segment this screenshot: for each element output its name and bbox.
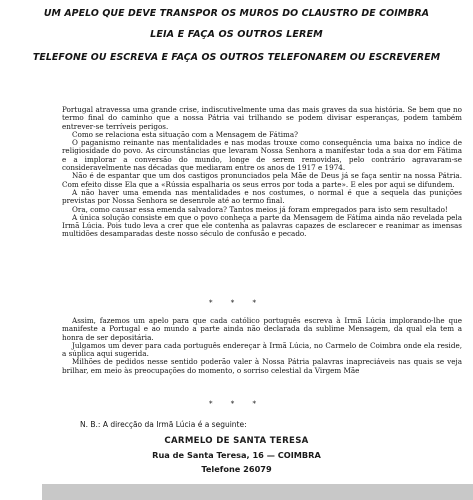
footer-gray-band [42, 484, 473, 500]
body-part-1 [62, 106, 462, 239]
paragraph-crisis: Portugal atravessa uma grande crise, indiscutivelmente uma das mais graves da sua história. Se bem que no termo final do caminho que a nossa Pátria vai trilhando se podem divisar esperanças, podem também entrever-se terríveis perigos. [62, 105, 462, 131]
separator-stars: * * * [209, 299, 264, 307]
headline-appeal: UM APELO QUE DEVE TRANSPOR OS MUROS DO CLAUSTRO DE COIMBRA [43, 8, 430, 19]
paragraph-paganism: O paganismo reinante nas mentalidades e nas modas trouxe como consequência uma baixa no índice de religiosidade do povo. As circunstâncias que levaram Nossa Senhora a manifestar toda a sua dor em Fátima e a implorar a conversão do mundo, longe de serem removidas, pelo contrário agravaram-se consideravelmente nas décadas que mediaram entre os anos de 1917 e 1974. [62, 138, 462, 173]
paragraph-duty: Julgamos um dever para cada português endereçar à Irmã Lúcia, no Carmelo de Coimbra onde ela reside, a súplica aqui sugerida. [62, 340, 462, 359]
paragraph-how: Ora, como causar essa emenda salvadora? Tantos meios já foram empregados para isto sem resultado! [72, 204, 448, 214]
headline-phone-write: TELEFONE OU ESCREVA E FAÇA OS OUTROS TELEFONAREM OU ESCREVEREM [32, 52, 441, 63]
paragraph-solution: A única solução consiste em que o povo conheça a parte da Mensagem de Fátima ainda não revelada pela Irmã Lúcia. Pois tudo leva a crer que ele contenha as palavras capazes de esclarecer e reanimar as imensas multidões desamparadas deste nosso século de confusão e pecado. [62, 212, 462, 239]
paragraph-punishment: Não é de espantar que um dos castigos pronunciados pela Mãe de Deus já se faça sentir na nossa Pátria. Com efeito disse Ela que a «Rússia espalharia os seus erros por toda a parte». E eles por aqui se difundem. [62, 171, 462, 189]
paragraph-millions: Milhões de pedidos nesse sentido poderão valer à Nossa Pátria palavras inapreciáveis nas quais se veja brilhar, em meio às preocupações do momento, o sorriso celestial da Virgem Mãe [62, 357, 462, 375]
paragraph-question: Como se relaciona esta situação com a Mensagem de Fátima? [72, 129, 298, 139]
address-phone: Telefone 26079 [201, 464, 272, 474]
paragraph-amendment: A não haver uma emenda nas mentalidades e nos costumes, o normal é que a sequela das punições previstas por Nossa Senhora se desenrole até ao termo final. [62, 187, 462, 206]
nota-bene: N. B.: A direcção da Irmã Lúcia é a seguinte: [80, 420, 247, 429]
address-street: Rua de Santa Teresa, 16 — COIMBRA [152, 450, 321, 460]
headline-read: LEIA E FAÇA OS OUTROS LEREM [150, 29, 323, 40]
address-name: CARMELO DE SANTA TERESA [164, 436, 309, 446]
paragraph-appeal: Assim, fazemos um apelo para que cada católico português escreva à Irmã Lúcia implorando-lhe que manifeste a Portugal e ao mundo a parte ainda não declarada da sublime Mensagem, da qual ela tem a honra de ser depositária. [62, 316, 462, 342]
separator-stars-2: * * * [209, 400, 264, 408]
body-part-2 [62, 317, 462, 375]
